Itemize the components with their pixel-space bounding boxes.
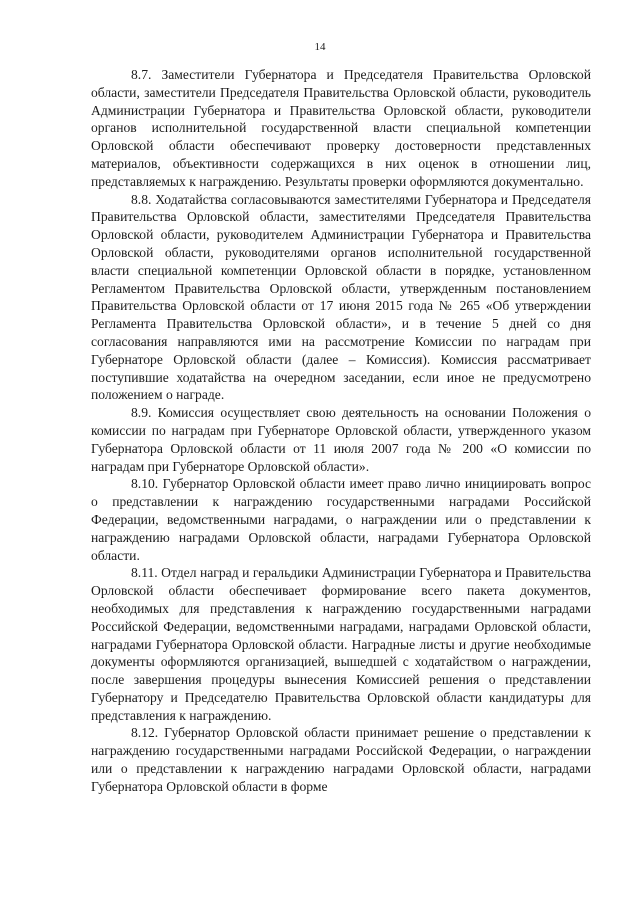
paragraph-8-7: 8.7. Заместители Губернатора и Председателя Правительства Орловской области, заместители Председателя Правительства Орловской области, руководитель Администрации Губернатора и Правительства Орловской области, руководители органов исполнительной государственной власти специальной компетенции Орловской области обеспечивают проверку достоверности представленных материалов, объективности содержащихся в них оценок в отношении лиц, представляемых к награждению. Результаты проверки оформляются документально. xyxy=(91,67,591,189)
document-body xyxy=(91,66,591,796)
paragraph-8-8: 8.8. Ходатайства согласовываются заместителями Губернатора и Председателя Правительства Орловской области, заместителями Председателя Правительства Орловской области, руководителем Администрации Губернатора и Правительства Орловской области, руководителями органов исполнительной государственной власти специальной компетенции Орловской области в порядке, установленном Регламентом Правительства Орловской области, утвержденным постановлением Правительства Орловской области от 17 июня 2015 года № 265 «Об утверждении Регламента Правительства Орловской области», и в течение 5 дней со дня согласования направляются ими на рассмотрение Комиссии по наградам при Губернаторе Орловской области (далее – Комиссия). Комиссия рассматривает поступившие ходатайства на очередном заседании, если иное не предусмотрено положением о награде. xyxy=(91,191,591,403)
paragraph-8-12: 8.12. Губернатор Орловской области принимает решение о представлении к награждению государственными наградами Российской Федерации, о награждении или о представлении к награждению наградами Орловской области, наградами Губернатора Орловской области в форме xyxy=(91,725,591,794)
paragraph-8-10: 8.10. Губернатор Орловской области имеет право лично инициировать вопрос о представлении к награждению государственными наградами Российской Федерации, ведомственными наградами, о награждении или о представлении к награждению наградами Орловской области, наградами Губернатора Орловской области. xyxy=(91,476,591,563)
paragraph-8-11: 8.11. Отдел наград и геральдики Администрации Губернатора и Правительства Орловской области обеспечивает формирование всего пакета документов, необходимых для представления к награждению государственными наградами Российской Федерации, ведомственными наградами, наградами Орловской области, наградами Губернатора Орловской области. Наградные листы и другие необходимые документы оформляются организацией, вышедшей с ходатайством о награждении, после завершения процедуры вынесения Комиссией решения о представлении Губернатору и Председателю Правительства Орловской области кандидатуры для представления к награждению. xyxy=(91,565,591,723)
page-number: 14 xyxy=(314,41,326,53)
paragraph-8-9: 8.9. Комиссия осуществляет свою деятельность на основании Положения о комиссии по наградам при Губернаторе Орловской области, утвержденного указом Губернатора Орловской области от 11 июля 2007 года № 200 «О комиссии по наградам при Губернаторе Орловской области». xyxy=(91,405,591,474)
